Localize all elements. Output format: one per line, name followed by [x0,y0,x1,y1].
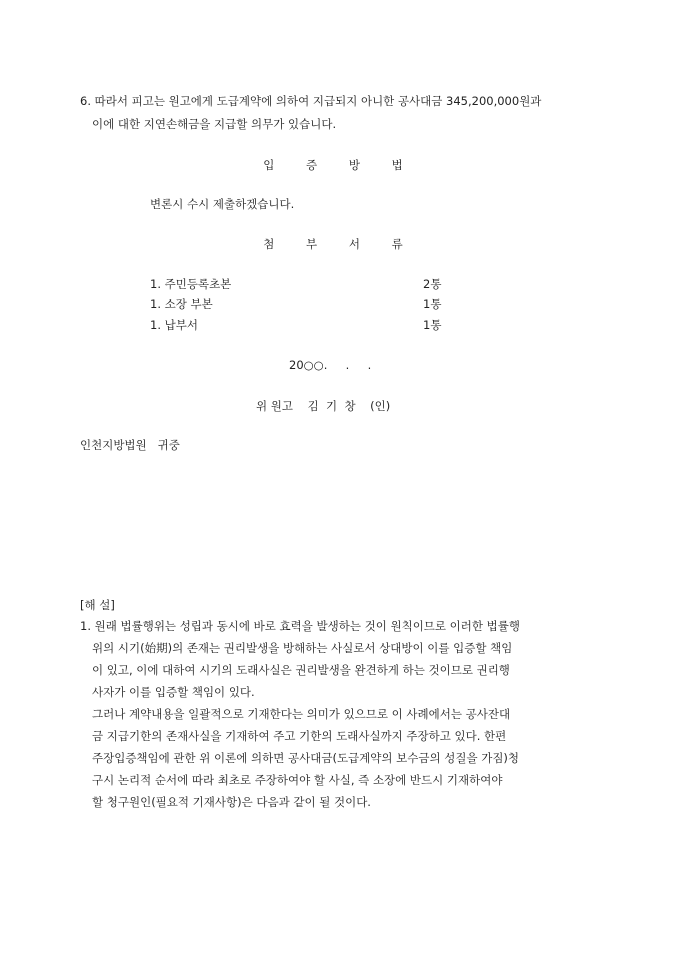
attachment-item-name: 1. 주민등록초본 [150,277,232,291]
commentary-line: 그러나 계약내용을 일괄적으로 기재한다는 의미가 있으므로 이 사례에서는 공사잔대 [92,707,511,721]
attachment-item-name: 1. 납부서 [150,318,198,332]
court-addressee: 인천지방법원 귀중 [80,438,180,452]
commentary-line: 할 청구원인(필요적 기재사항)은 다음과 같이 될 것이다. [92,795,371,809]
commentary-line: 사자가 이를 입증할 책임이 있다. [92,685,255,699]
paragraph-6-line-1: 6. 따라서 피고는 원고에게 도급계약에 의하여 지급되지 아니한 공사대금 345,200,000원과 [80,94,542,108]
attachment-item-count: 1통 [423,318,442,332]
commentary-line: 이 있고, 이에 대하여 시기의 도래사실은 권리발생을 완견하게 하는 것이므로 권리행 [92,663,510,677]
filing-date: 20○○. . . [289,358,372,372]
evidence-heading: 입 증 방 법 [263,158,417,172]
commentary-line: 1. 원래 법률행위는 성립과 동시에 바로 효력을 발생하는 것이 원칙이므로 이러한 법률행 [80,619,520,633]
attachment-item-count: 2통 [423,277,442,291]
commentary-line: 구시 논리적 순서에 따라 최초로 주장하여야 할 사실, 즉 소장에 반드시 기재하여야 [92,773,503,787]
evidence-text: 변론시 수시 제출하겠습니다. [150,197,295,211]
commentary-line: 주장입증책임에 관한 위 이론에 의하면 공사대금(도급계약의 보수금의 성질을 가짐)청 [92,751,520,765]
attachments-heading: 첨 부 서 류 [263,237,417,251]
commentary-line: 위의 시기(始期)의 존재는 권리발생을 방해하는 사실로서 상대방이 이를 입증할 책임 [92,641,513,655]
attachment-item-name: 1. 소장 부본 [150,297,213,311]
commentary-heading: [해 설] [80,598,115,612]
plaintiff-signature: 위 원고 김 기 창 (인) [256,399,391,413]
attachment-item-count: 1통 [423,297,442,311]
commentary-line: 금 지급기한의 존재사실을 기재하여 주고 기한의 도래사실까지 주장하고 있다. 한편 [92,729,507,743]
paragraph-6-line-2: 이에 대한 지연손해금을 지급할 의무가 있습니다. [92,117,337,131]
